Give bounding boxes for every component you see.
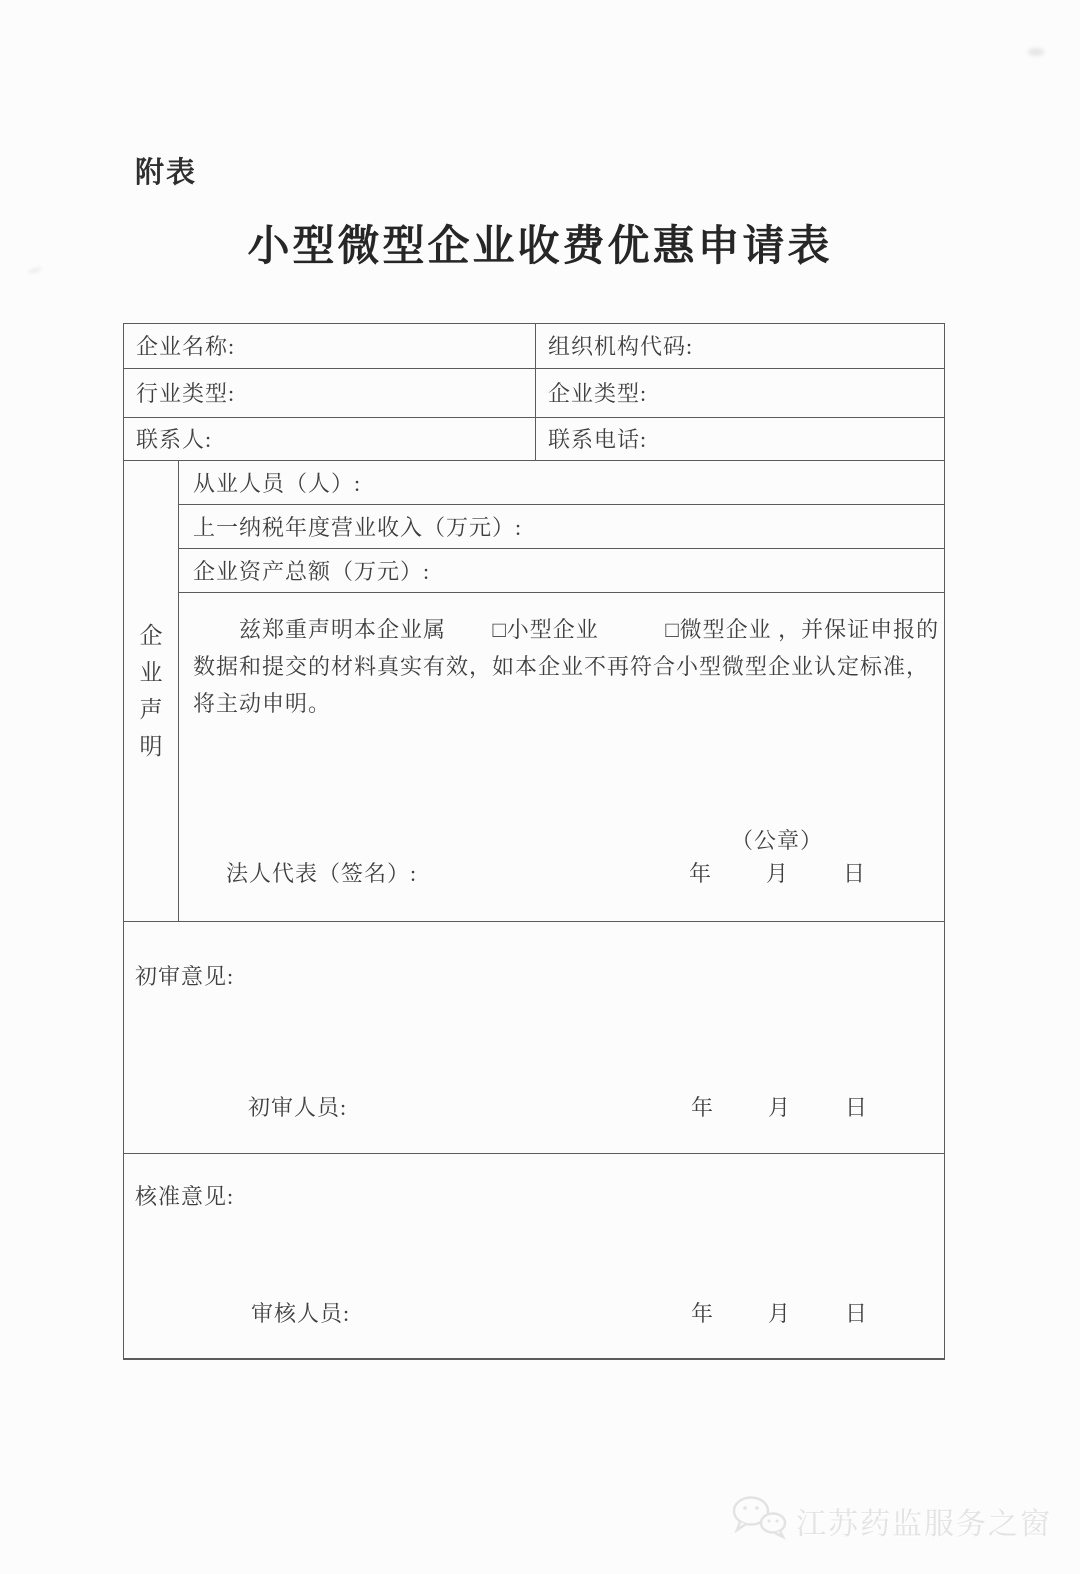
employees-row xyxy=(179,461,944,505)
industry-type-cell xyxy=(124,369,536,417)
initial-review-date-line xyxy=(691,1091,867,1122)
scan-artifact xyxy=(1028,48,1044,56)
watermark xyxy=(730,1494,1052,1548)
day-label: 日 xyxy=(845,1301,868,1327)
revenue-label: 上一纳税年度营业收入（万元）: xyxy=(193,514,523,540)
year-label: 年 xyxy=(689,860,712,886)
company-name-cell xyxy=(124,324,536,368)
industry-type-label: 行业类型: xyxy=(136,381,236,407)
page-title: 小型微型企业收费优惠申请表 xyxy=(247,224,833,270)
company-name-label: 企业名称: xyxy=(136,334,236,360)
wechat-icon xyxy=(730,1494,788,1548)
auditor-label: 审核人员: xyxy=(251,1301,351,1327)
approval-section xyxy=(124,1154,944,1359)
declaration-statement-area xyxy=(179,593,944,921)
enterprise-type-cell xyxy=(536,369,944,417)
approval-opinion-label: 核准意见: xyxy=(135,1184,235,1210)
application-form-table xyxy=(123,323,945,1360)
watermark-text: 江苏药监服务之窗 xyxy=(796,1508,1052,1541)
table-row xyxy=(124,418,944,461)
day-label: 日 xyxy=(843,860,866,886)
employees-label: 从业人员（人）: xyxy=(193,470,362,496)
approval-date-line xyxy=(691,1297,867,1328)
enterprise-type-label: 企业类型: xyxy=(548,381,648,407)
declaration-section xyxy=(124,461,944,922)
initial-review-opinion-label: 初审意见: xyxy=(135,963,235,989)
initial-reviewer-label: 初审人员: xyxy=(248,1094,348,1120)
year-label: 年 xyxy=(691,1094,714,1120)
official-seal-label: （公章） xyxy=(731,827,824,853)
year-label: 年 xyxy=(691,1301,714,1327)
assets-label: 企业资产总额（万元）: xyxy=(193,558,431,584)
table-row xyxy=(124,369,944,418)
month-label: 月 xyxy=(768,1301,791,1327)
org-code-cell xyxy=(536,324,944,368)
assets-row xyxy=(179,549,944,593)
initial-review-section xyxy=(124,922,944,1155)
table-row xyxy=(124,324,944,369)
small-enterprise-checkbox-option: □小型企业 xyxy=(492,616,599,642)
contact-person-cell xyxy=(124,418,536,460)
statement-prefix: 兹郑重声明本企业属 xyxy=(239,616,447,642)
month-label: 月 xyxy=(768,1094,791,1120)
attachment-label: 附表 xyxy=(135,157,198,189)
declaration-statement xyxy=(179,593,944,722)
month-label: 月 xyxy=(766,860,789,886)
legal-rep-signature-label: 法人代表（签名）: xyxy=(226,860,418,886)
org-code-label: 组织机构代码: xyxy=(548,334,694,360)
declaration-body xyxy=(179,461,944,921)
contact-phone-label: 联系电话: xyxy=(548,427,648,453)
contact-phone-cell xyxy=(536,418,944,460)
statement-line1-suffix: ，并保证申报的 xyxy=(778,616,940,642)
statement-line3: 将主动申明。 xyxy=(193,690,332,716)
declaration-side-label: 企业声明 xyxy=(124,461,179,921)
day-label: 日 xyxy=(845,1094,868,1120)
micro-enterprise-checkbox-option: □微型企业 xyxy=(665,616,772,642)
statement-line2: 数据和提交的材料真实有效，如本企业不再符合小型微型企业认定标准， xyxy=(193,653,930,679)
contact-person-label: 联系人: xyxy=(136,427,213,453)
declaration-date-line xyxy=(689,857,865,888)
revenue-row xyxy=(179,505,944,549)
